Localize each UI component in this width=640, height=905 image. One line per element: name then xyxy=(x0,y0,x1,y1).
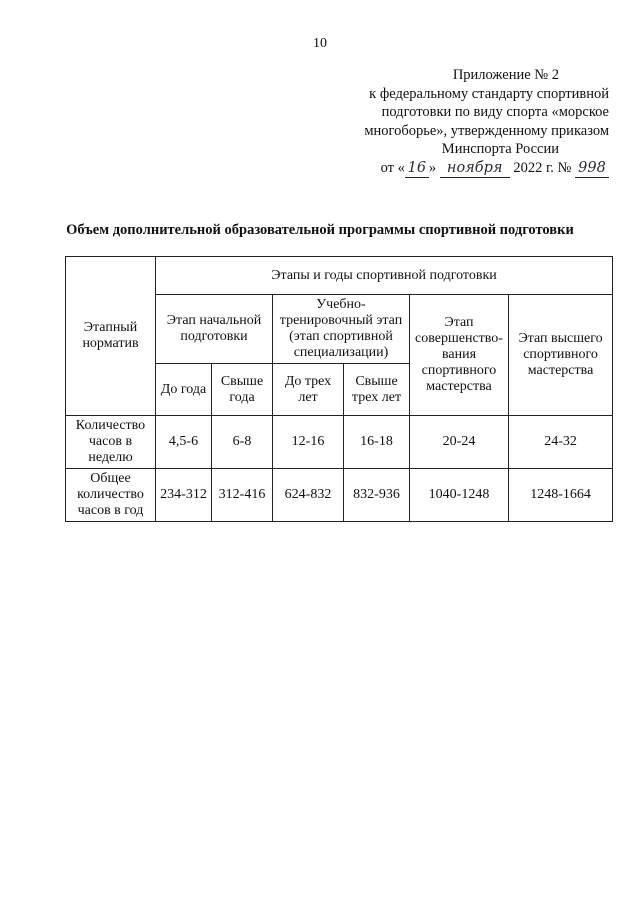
stage-training-cell: Учебно-тренировочный этап (этап спортивной специализации) xyxy=(273,295,410,364)
date-mid: » xyxy=(428,159,437,176)
value-cell: 312-416 xyxy=(212,469,273,522)
value-cell: 832-936 xyxy=(344,469,410,522)
date-suffix: 2022 г. № xyxy=(513,159,572,176)
year-cell: Свыше трех лет xyxy=(344,364,410,416)
year-cell: До трех лет xyxy=(273,364,344,416)
value-cell: 6-8 xyxy=(212,416,273,469)
year-cell: До года xyxy=(156,364,212,416)
appendix-line: подготовки по виду спорта «морское xyxy=(381,104,609,120)
row-label-cell: Количество часов в неделю xyxy=(66,416,156,469)
page-number: 10 xyxy=(313,36,327,51)
stage-initial-cell: Этап начальной подготовки xyxy=(156,295,273,364)
value-cell: 12-16 xyxy=(273,416,344,469)
order-date-line xyxy=(319,159,609,179)
stage-higher-cell: Этап высшего спортивного мастерства xyxy=(509,295,613,416)
document-title: Объем дополнительной образовательной программы спортивной подготовки xyxy=(66,222,574,238)
stage-improvement-cell: Этап совершенство-вания спортивного мастерства xyxy=(410,295,509,416)
value-cell: 24-32 xyxy=(509,416,613,469)
value-cell: 624-832 xyxy=(273,469,344,522)
value-cell: 16-18 xyxy=(344,416,410,469)
group-header-cell: Этапы и годы спортивной подготовки xyxy=(156,257,613,295)
row-header-cell: Этапный норматив xyxy=(66,257,156,416)
year-cell: Свыше года xyxy=(212,364,273,416)
row-label-cell: Общее количество часов в год xyxy=(66,469,156,522)
value-cell: 4,5-6 xyxy=(156,416,212,469)
handwritten-order-number: 998 xyxy=(575,159,609,179)
date-prefix: от « xyxy=(380,159,405,176)
appendix-block xyxy=(319,66,609,178)
appendix-line: к федеральному стандарту спортивной xyxy=(369,85,609,102)
appendix-ministry: Минспорта России xyxy=(441,141,559,157)
value-cell: 1040-1248 xyxy=(410,469,509,522)
value-cell: 1248-1664 xyxy=(509,469,613,522)
value-cell: 234-312 xyxy=(156,469,212,522)
table-row xyxy=(66,469,613,522)
handwritten-day: 16 xyxy=(405,159,429,179)
handwritten-month: ноября xyxy=(440,159,510,179)
table-header-row xyxy=(66,257,613,295)
table-row xyxy=(66,416,613,469)
norms-table xyxy=(65,256,613,522)
appendix-line: многоборье», утвержденному приказом xyxy=(364,122,609,139)
value-cell: 20-24 xyxy=(410,416,509,469)
appendix-title: Приложение № 2 xyxy=(452,67,559,83)
